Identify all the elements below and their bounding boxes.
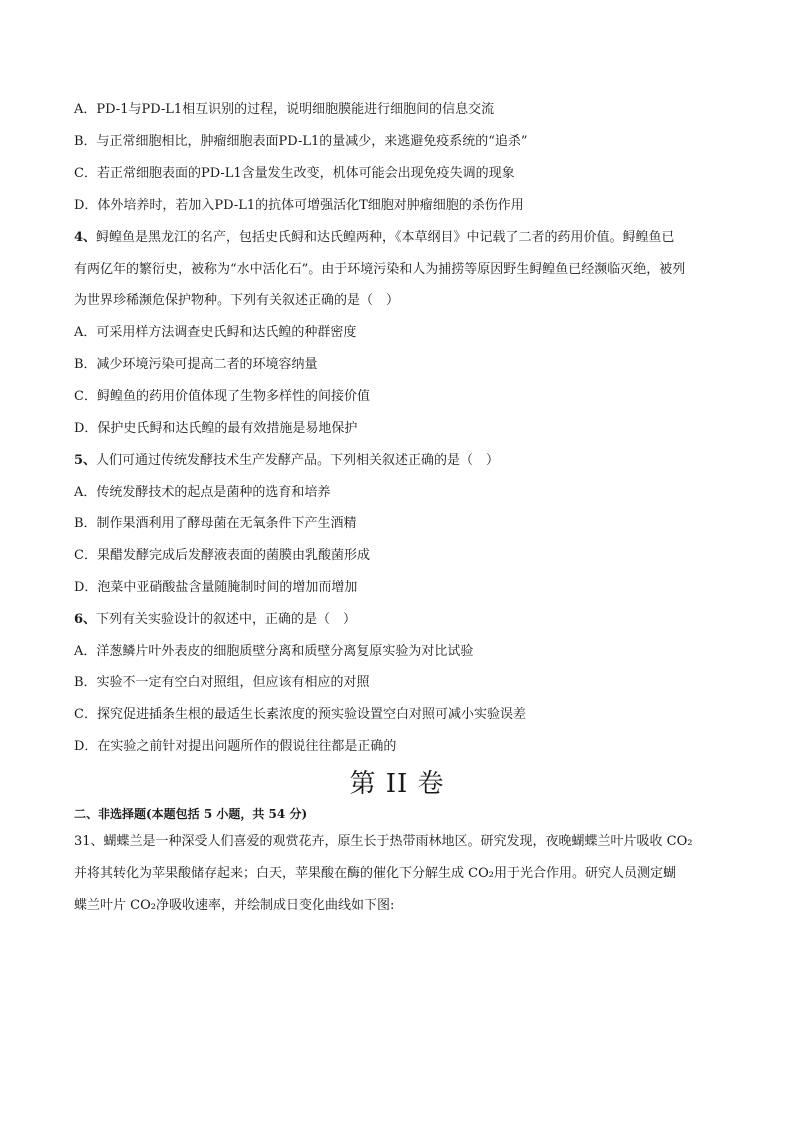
q4-option-c: C．鲟鳇鱼的药用价值体现了生物多样性的间接价值	[74, 389, 370, 404]
q4-stem-text-1: 鲟鳇鱼是黑龙江的名产，包括史氏鲟和达氏鳇两种，《本草纲目》中记载了二者的药用价值。鲟鳇鱼已	[96, 230, 675, 245]
q3-option-a: A．PD-1与PD-L1相互识别的过程，说明细胞膜能进行细胞间的信息交流	[74, 102, 495, 117]
q4-stem-line-1	[74, 229, 734, 247]
section-subtitle: 二、非选择题(本题包括 5 小题，共 54 分)	[74, 807, 308, 821]
q6-number: 6、	[74, 612, 97, 627]
q4-option-d: D．保护史氏鲟和达氏鳇的最有效措施是易地保护	[74, 421, 358, 436]
q5-option-c: C．果醋发酵完成后发酵液表面的菌膜由乳酸菌形成	[74, 548, 370, 563]
q6-option-c: C．探究促进插条生根的最适生长素浓度的预实验设置空白对照可减小实验误差	[74, 707, 526, 722]
q3-option-b: B．与正常细胞相比，肿瘤细胞表面PD-L1的量减少，来逃避免疫系统的“追杀”	[74, 134, 528, 149]
q6-stem	[74, 611, 734, 629]
q3-option-c: C．若正常细胞表面的PD-L1含量发生改变，机体可能会出现免疫失调的现象	[74, 166, 515, 181]
q6-option-b: B．实验不一定有空白对照组，但应该有相应的对照	[74, 675, 370, 690]
q4-number: 4、	[74, 230, 97, 245]
q31-line-1: 31、蝴蝶兰是一种深受人们喜爱的观赏花卉，原生长于热带雨林地区。研究发现，夜晚蝴蝶兰叶片吸收 CO₂	[74, 834, 693, 849]
q5-option-d: D．泡菜中亚硝酸盐含量随腌制时间的增加而增加	[74, 580, 358, 595]
q5-option-b: B．制作果酒利用了酵母菌在无氧条件下产生酒精	[74, 516, 357, 531]
q5-number: 5、	[74, 453, 97, 468]
q31-line-3: 蝶兰叶片 CO₂净吸收速率，并绘制成日变化曲线如下图:	[74, 898, 395, 913]
q6-option-d: D．在实验之前针对提出问题所作的假说往往都是正确的	[74, 739, 397, 754]
q5-stem	[74, 452, 734, 470]
q3-option-d: D．体外培养时，若加入PD-L1的抗体可增强活化T细胞对肿瘤细胞的杀伤作用	[74, 198, 524, 213]
section-title: 第 II 卷	[349, 769, 445, 799]
q4-stem-line-3: 为世界珍稀濒危保护物种。下列有关叙述正确的是（ ）	[74, 293, 400, 308]
q4-option-a: A．可采用样方法调查史氏鲟和达氏鳇的种群密度	[74, 325, 357, 340]
q5-option-a: A．传统发酵技术的起点是菌种的选育和培养	[74, 485, 331, 500]
q5-stem-text: 人们可通过传统发酵技术生产发酵产品。下列相关叙述正确的是（ ）	[96, 453, 500, 468]
q4-stem-line-2: 有两亿年的繁衍史，被称为“水中活化石”。由于环境污染和人为捕捞等原因野生鲟鳇鱼已经濒临灭绝，被列	[74, 262, 686, 277]
q4-option-b: B．减少环境污染可提高二者的环境容纳量	[74, 357, 318, 372]
q6-stem-text: 下列有关实验设计的叙述中，正确的是（ ）	[96, 612, 357, 627]
q31-line-2: 并将其转化为苹果酸储存起来；白天，苹果酸在酶的催化下分解生成 CO₂用于光合作用。研究人员测定蝴	[74, 866, 676, 881]
q6-option-a: A．洋葱鳞片叶外表皮的细胞质壁分离和质壁分离复原实验为对比试验	[74, 644, 474, 659]
